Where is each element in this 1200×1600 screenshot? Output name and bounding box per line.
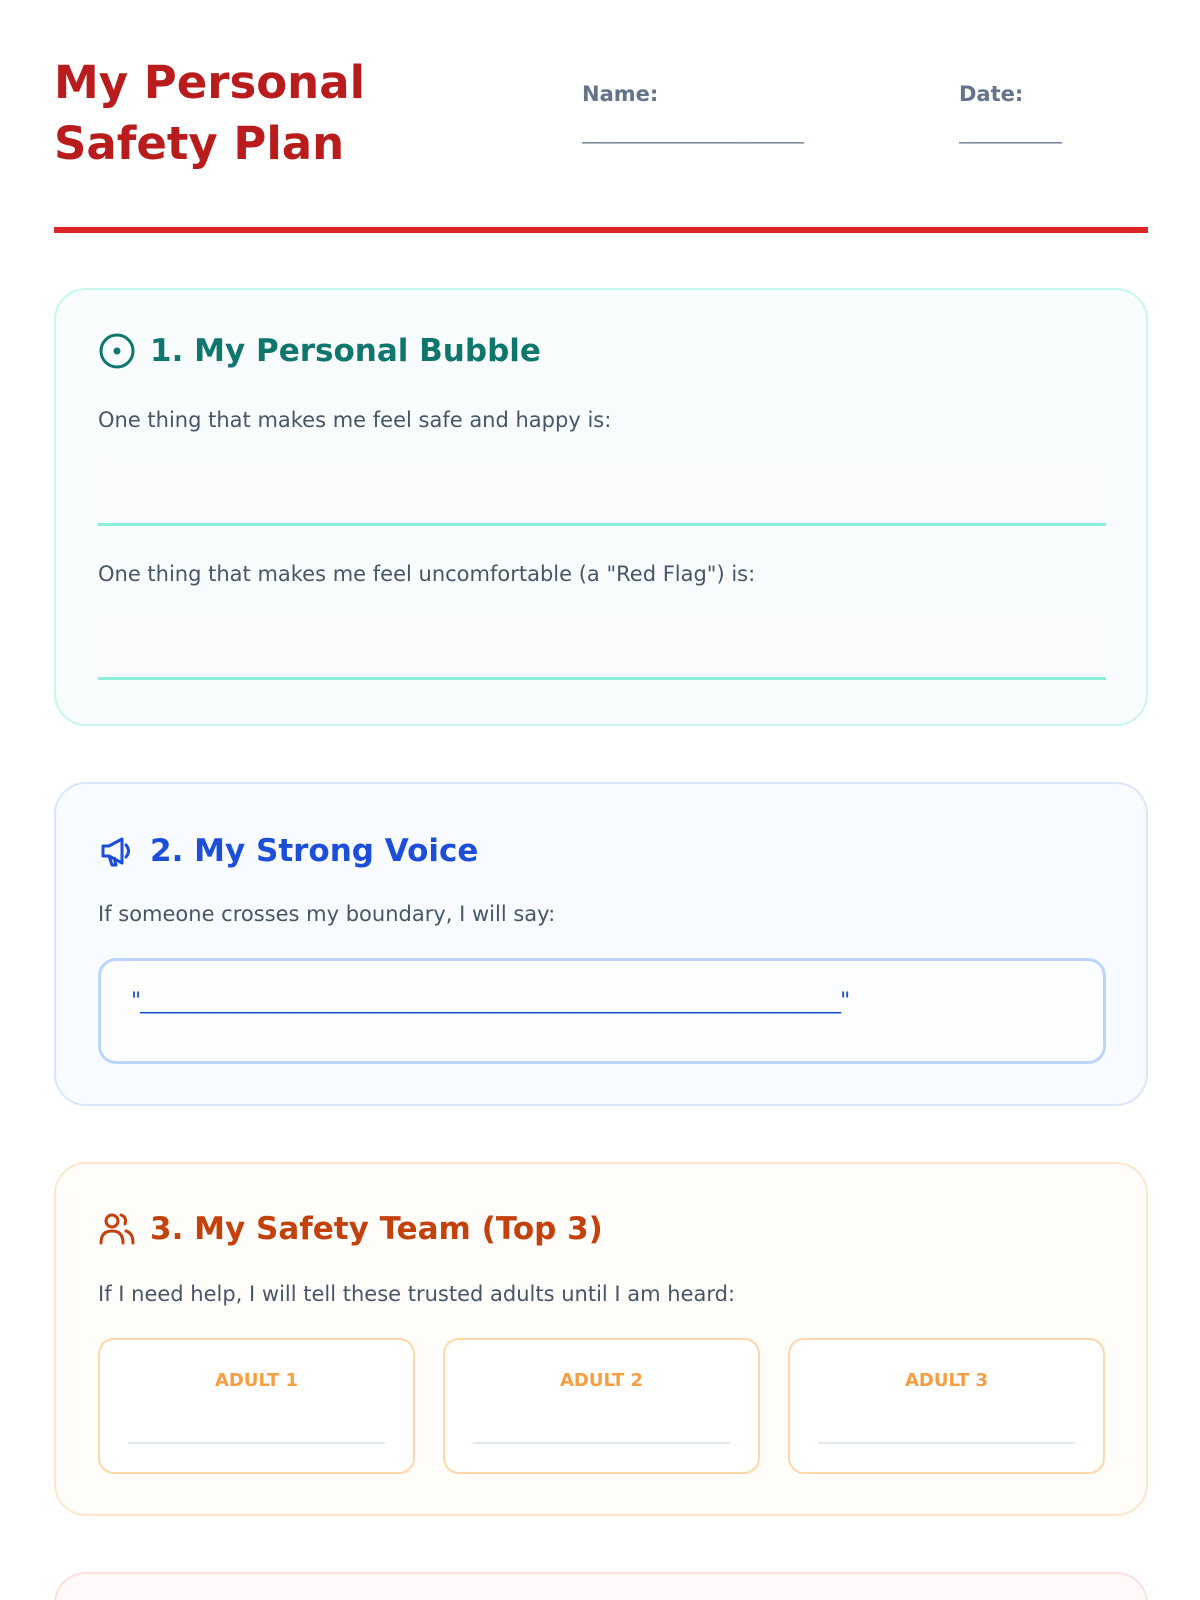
personal-bubble-title: 1. My Personal Bubble <box>150 333 541 369</box>
safety-team-card <box>54 1162 1148 1516</box>
uncomfortable-answer-field[interactable] <box>98 612 1106 680</box>
date-label: Date: <box>959 82 1024 106</box>
voice-response-blank: "______________________________________________________________________" <box>131 989 850 1014</box>
adult-2-line <box>473 1442 730 1444</box>
adult-2-field[interactable] <box>443 1338 760 1474</box>
name-field[interactable]: __________________________ <box>582 122 803 144</box>
page-title: My Personal Safety Plan <box>54 56 366 170</box>
strong-voice-card <box>54 782 1148 1106</box>
voice-prompt: If someone crosses my boundary, I will say: <box>98 902 556 926</box>
header-divider <box>54 227 1148 233</box>
adult-3-line <box>818 1442 1075 1444</box>
target-icon <box>98 332 136 370</box>
header <box>54 52 1148 182</box>
date-field[interactable]: ____________ <box>959 122 1061 144</box>
uncomfortable-prompt: One thing that makes me feel uncomfortable (a "Red Flag") is: <box>98 562 756 586</box>
safety-team-title: 3. My Safety Team (Top 3) <box>150 1211 603 1247</box>
strong-voice-heading <box>98 832 478 870</box>
next-section-card <box>54 1572 1148 1600</box>
adult-1-line <box>128 1442 385 1444</box>
safety-team-heading <box>98 1210 603 1248</box>
safe-prompt: One thing that makes me feel safe and happy is: <box>98 408 612 432</box>
adult-1-label: ADULT 1 <box>214 1370 299 1391</box>
users-icon <box>98 1210 136 1248</box>
team-prompt: If I need help, I will tell these trusted adults until I am heard: <box>98 1282 736 1306</box>
adult-3-label: ADULT 3 <box>904 1370 989 1391</box>
adult-fields <box>98 1338 1106 1474</box>
adult-2-label: ADULT 2 <box>559 1370 644 1391</box>
name-label: Name: <box>582 82 659 106</box>
personal-bubble-card <box>54 288 1148 726</box>
adult-3-field[interactable] <box>788 1338 1105 1474</box>
voice-response-field[interactable] <box>98 958 1106 1064</box>
safe-answer-field[interactable] <box>98 458 1106 526</box>
megaphone-icon <box>98 832 136 870</box>
strong-voice-title: 2. My Strong Voice <box>150 833 479 869</box>
personal-bubble-heading <box>98 332 541 370</box>
adult-1-field[interactable] <box>98 1338 415 1474</box>
